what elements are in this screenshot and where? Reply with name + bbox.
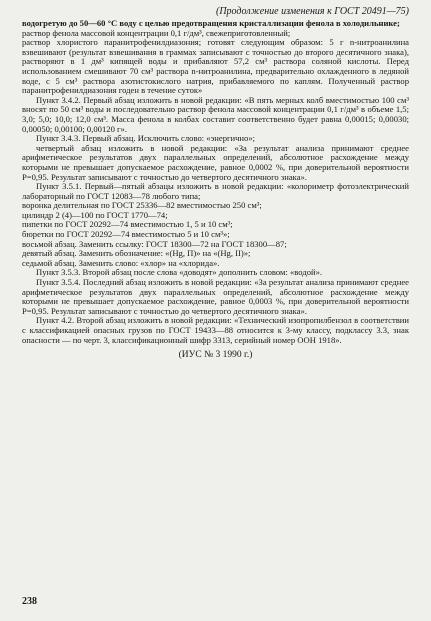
paragraph-clause-3-5-4: Пункт 3.5.4. Последний абзац изложить в новой редакции: «За результат анализа принимают среднее арифметическое результатов двух параллельных определений, абсолютное расхождение между которыми не превышает допускаемое расхождение, равное 0,0003 %, при доверительной вероятности P=0,95. Результат записывают с точностью до четвертого десятичного знака». [22, 277, 409, 316]
page-header: (Продолжение изменения к ГОСТ 20491—75) [216, 6, 409, 17]
paragraph-seventh: седьмой абзац. Заменить слово: «хлор» на «хлорида». [22, 257, 220, 268]
paragraph-clause-3-4-3-fourth: четвертый абзац изложить в новой редакции: «За результат анализа принимают среднее арифметическое результатов двух параллельных определений, абсолютное расхождение между которыми не превышает допускаемое расхождение, равное 0,0002 %, при доверительной вероятности P=0,95. Результат записывают с точностью до четвертого десятичного знака». [22, 142, 409, 182]
paragraph-cylinder: цилиндр 2 (4)—100 по ГОСТ 1770—74; [22, 209, 168, 220]
paragraph-funnel: воронка делительная по ГОСТ 25336—82 вместимостью 250 см³; [22, 200, 262, 211]
ius-note: (ИУС № 3 1990 г.) [178, 350, 253, 361]
paragraph-burettes: бюретки по ГОСТ 20292—74 вместимостью 5 и 10 см³»; [22, 229, 230, 240]
paragraph-clause-3-4-3: Пункт 3.4.3. Первый абзац. Исключить слово: «энергично»; [36, 133, 256, 144]
paragraph-eighth: восьмой абзац. Заменить ссылку: ГОСТ 18300—72 на ГОСТ 18300—87; [22, 238, 287, 249]
paragraph-phenol-solution: раствор фенола массовой концентрации 0,1 г/дм³, свежеприготовленный; [22, 27, 291, 38]
document-body [22, 19, 409, 345]
paragraph-clause-4-2: Пункт 4.2. Второй абзац изложить в новой редакции: «Технический изопропилбензол в соответствии с классификацией опасных грузов по ГОСТ 19433—88 относится к 3-му классу, подклассу 3.3, знак опасности — по черт. 3, классификационный шифр 3313, серийный номер ООН 1918». [22, 315, 409, 345]
paragraph-water-heating: водогретую до 50—60 °С воду с целью предотвращения кристаллизации фенола в холодильнике; [22, 18, 400, 28]
paragraph-diazonium-solution: раствор хлористого паранитрофенилдиазония; готовят следующим образом: 5 г n-нитроанилина взвешивают (результат взвешивания в граммах записывают с точностью до второго десятичного знака), растворяют в 1 дм³ кипящей воды и прибавляют 57,2 см³ раствора соляной кислоты. Перед использованием смешивают 70 см³ раствора n-нитроанилина, предварительно охлажденного в ледяной воде, с 5 см³ раствора азотистокислого натрия, прибавляемого по каплям. Полученный раствор паранитрофенилдиазония годен в течение суток» [22, 37, 409, 96]
page-number: 238 [22, 596, 37, 607]
paragraph-ninth: девятый абзац. Заменить обозначение: «(Hg, П)» на «(Hg, II)»; [22, 248, 251, 259]
paragraph-clause-3-4-2: Пункт 3.4.2. Первый абзац изложить в новой редакции: «В пять мерных колб вместимостью 100 см³ вносят по 50 см³ воды и последовательно раствор фенола массовой концентрации 0,1 г/дм³ в объеме 1,5; 3,0; 5,0; 10,0; 12,0 см³. Масса фенола в колбах составит соответственно будет равна 0,00015; 0,00030; 0,00050; 0,00100; 0,00120 г». [22, 94, 409, 134]
paragraph-clause-3-5-3: Пункт 3.5.3. Второй абзац после слова «доводят» дополнить словом: «водой». [36, 267, 323, 278]
paragraph-pipettes: пипетки по ГОСТ 20292—74 вместимостью 1, 5 и 10 см³; [22, 219, 233, 230]
paragraph-clause-3-5-1: Пункт 3.5.1. Первый—пятый абзацы изложить в новой редакции: «колориметр фотоэлектрический лабораторный по ГОСТ 12083—78 любого типа; [22, 181, 409, 201]
